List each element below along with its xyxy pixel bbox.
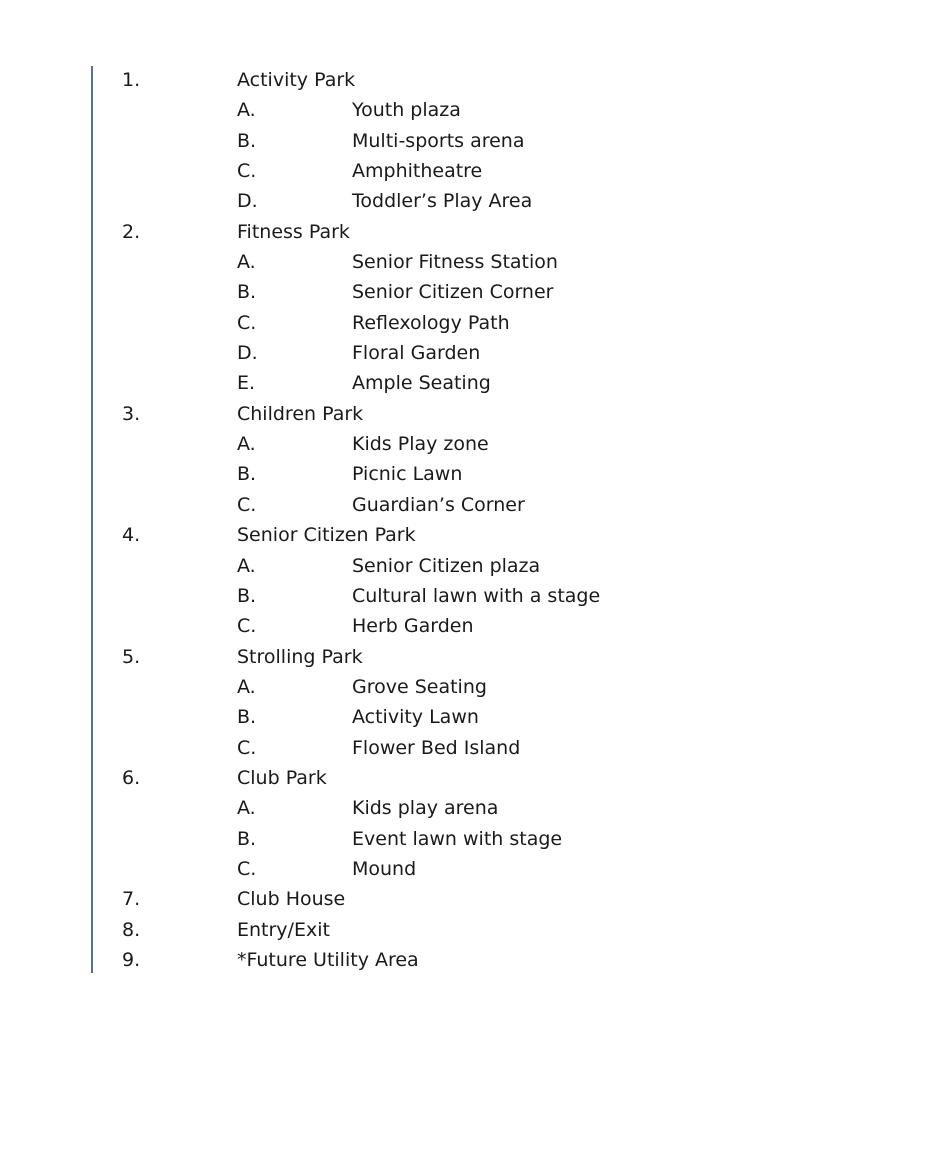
sub-item-label: Senior Citizen Corner — [352, 281, 554, 304]
item-label: Senior Citizen Park — [237, 524, 416, 547]
sub-list-item — [0, 854, 929, 884]
sub-item-letter: C. — [237, 615, 257, 638]
sub-item-label: Event lawn with stage — [352, 827, 563, 850]
sub-item-letter: D. — [237, 342, 258, 365]
sub-item-label: Kids play arena — [352, 797, 499, 820]
item-number: 6. — [122, 766, 141, 789]
sub-list-item — [0, 156, 929, 186]
sub-item-label: Activity Lawn — [352, 706, 479, 729]
item-number: 9. — [122, 948, 141, 971]
sub-list-item — [0, 824, 929, 854]
sub-item-letter: A. — [237, 99, 256, 122]
sub-list-item — [0, 611, 929, 641]
list-item — [0, 399, 929, 429]
list-item — [0, 884, 929, 914]
sub-item-label: Senior Citizen plaza — [352, 554, 541, 577]
sub-item-letter: B. — [237, 463, 257, 486]
sub-item-letter: A. — [237, 251, 256, 274]
sub-list-item — [0, 338, 929, 368]
sub-item-label: Kids Play zone — [352, 433, 489, 456]
sub-list-item — [0, 429, 929, 459]
sub-list-item — [0, 459, 929, 489]
park-legend-list — [0, 65, 929, 975]
sub-item-letter: C. — [237, 857, 257, 880]
sub-item-label: Floral Garden — [352, 342, 481, 365]
sub-item-letter: D. — [237, 190, 258, 213]
list-item — [0, 520, 929, 550]
sub-list-item — [0, 126, 929, 156]
sub-item-label: Flower Bed Island — [352, 736, 521, 759]
sub-item-letter: B. — [237, 129, 257, 152]
sub-list-item — [0, 95, 929, 125]
item-label: Club House — [237, 888, 346, 911]
list-item — [0, 945, 929, 975]
item-label: Fitness Park — [237, 220, 350, 243]
sub-list-item — [0, 581, 929, 611]
sub-item-label: Picnic Lawn — [352, 463, 463, 486]
item-number: 7. — [122, 888, 141, 911]
item-label: Activity Park — [237, 69, 356, 91]
sub-item-letter: B. — [237, 827, 257, 850]
item-number: 3. — [122, 402, 141, 425]
item-label: Club Park — [237, 766, 327, 789]
sub-list-item — [0, 490, 929, 520]
sub-item-letter: A. — [237, 675, 256, 698]
sub-list-item — [0, 186, 929, 216]
sub-item-letter: C. — [237, 493, 257, 516]
sub-item-letter: C. — [237, 311, 257, 334]
sub-item-label: Reflexology Path — [352, 311, 510, 334]
sub-item-letter: A. — [237, 797, 256, 820]
sub-list-item — [0, 793, 929, 823]
sub-item-letter: B. — [237, 584, 257, 607]
sub-item-label: Herb Garden — [352, 615, 474, 638]
sub-item-label: Cultural lawn with a stage — [352, 584, 601, 607]
sub-item-letter: C. — [237, 160, 257, 183]
sub-item-label: Youth plaza — [352, 99, 461, 122]
sub-item-letter: A. — [237, 554, 256, 577]
sub-item-label: Multi-sports arena — [352, 129, 525, 152]
item-label: Entry/Exit — [237, 918, 330, 941]
sub-list-item — [0, 551, 929, 581]
sub-list-item — [0, 672, 929, 702]
sub-list-item — [0, 277, 929, 307]
sub-list-item — [0, 247, 929, 277]
item-label: Children Park — [237, 402, 364, 425]
sub-item-label: Senior Fitness Station — [352, 251, 558, 274]
sub-item-letter: A. — [237, 433, 256, 456]
sub-list-item — [0, 368, 929, 398]
list-item — [0, 217, 929, 247]
sub-item-label: Ample Seating — [352, 372, 491, 395]
sub-list-item — [0, 733, 929, 763]
item-number: 8. — [122, 918, 141, 941]
sub-item-letter: E. — [237, 372, 256, 395]
item-label: Strolling Park — [237, 645, 363, 668]
list-item — [0, 65, 929, 95]
sub-item-label: Guardian’s Corner — [352, 493, 525, 516]
list-item — [0, 763, 929, 793]
sub-list-item — [0, 308, 929, 338]
list-item — [0, 642, 929, 672]
sub-item-letter: C. — [237, 736, 257, 759]
sub-item-label: Grove Seating — [352, 675, 487, 698]
sub-item-label: Toddler’s Play Area — [352, 190, 533, 213]
item-number: 2. — [122, 220, 141, 243]
item-number: 1. — [122, 69, 141, 91]
sub-item-letter: B. — [237, 281, 257, 304]
item-number: 5. — [122, 645, 141, 668]
sub-item-label: Amphitheatre — [352, 160, 483, 183]
sub-item-letter: B. — [237, 706, 257, 729]
item-label: *Future Utility Area — [237, 948, 419, 971]
sub-item-label: Mound — [352, 857, 417, 880]
list-item — [0, 915, 929, 945]
item-number: 4. — [122, 524, 141, 547]
sub-list-item — [0, 702, 929, 732]
